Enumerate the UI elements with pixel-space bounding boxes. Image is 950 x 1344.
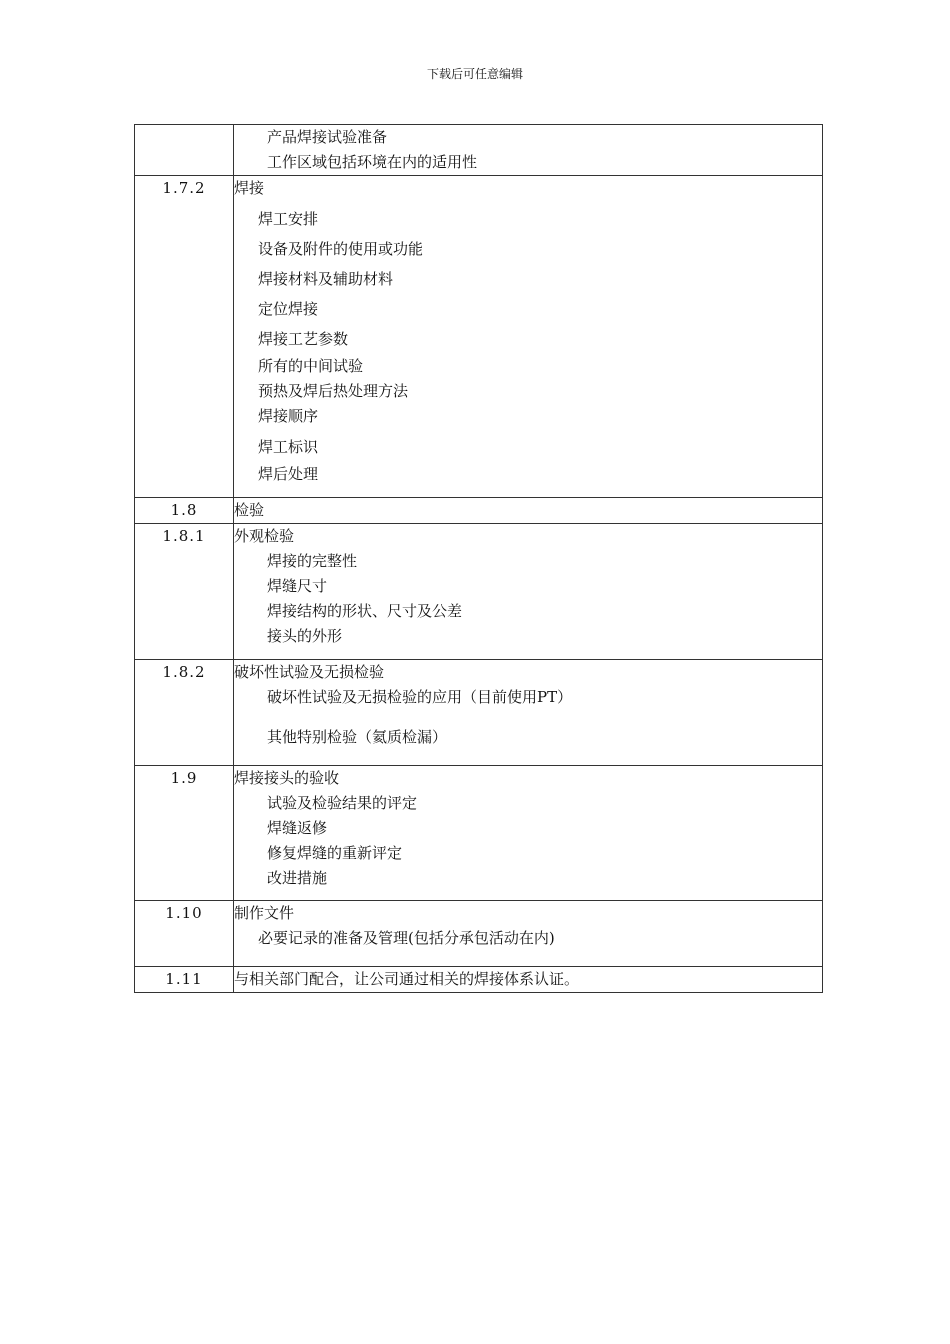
section-content bbox=[234, 176, 823, 498]
section-content bbox=[234, 125, 823, 176]
document-table bbox=[134, 124, 823, 993]
table-row bbox=[135, 967, 823, 993]
table-row bbox=[135, 524, 823, 660]
section-content bbox=[234, 524, 823, 660]
list-item: 产品焊接试验准备 bbox=[267, 128, 388, 146]
page-header: 下载后可任意编辑 bbox=[426, 67, 523, 81]
list-item: 改进措施 bbox=[267, 869, 328, 887]
list-item: 试验及检验结果的评定 bbox=[267, 794, 418, 812]
list-item: 焊工安排 bbox=[258, 210, 319, 228]
section-heading: 外观检验 bbox=[234, 527, 295, 545]
section-number: 1.8.2 bbox=[135, 660, 234, 766]
section-number: 1.10 bbox=[135, 901, 234, 967]
section-number: 1.8.1 bbox=[135, 524, 234, 660]
list-item: 焊接工艺参数 bbox=[258, 330, 349, 348]
table-row bbox=[135, 498, 823, 524]
list-item: 焊工标识 bbox=[258, 438, 319, 456]
list-item: 修复焊缝的重新评定 bbox=[267, 844, 403, 862]
section-heading: 制作文件 bbox=[234, 904, 295, 922]
list-item: 焊接结构的形状、尺寸及公差 bbox=[267, 602, 463, 620]
list-item: 焊接顺序 bbox=[258, 407, 319, 425]
list-item: 破坏性试验及无损检验的应用（目前使用PT） bbox=[267, 688, 573, 706]
section-heading: 与相关部门配合，让公司通过相关的焊接体系认证。 bbox=[234, 970, 580, 988]
section-number: 1.8 bbox=[135, 498, 234, 524]
list-item: 预热及焊后热处理方法 bbox=[258, 382, 409, 400]
section-heading: 破坏性试验及无损检验 bbox=[234, 663, 385, 681]
table-row bbox=[135, 660, 823, 766]
list-item: 设备及附件的使用或功能 bbox=[258, 240, 424, 258]
list-item: 接头的外形 bbox=[267, 627, 343, 645]
section-number bbox=[135, 125, 234, 176]
section-content bbox=[234, 967, 823, 993]
list-item: 工作区域包括环境在内的适用性 bbox=[267, 153, 478, 171]
table-row bbox=[135, 766, 823, 901]
list-item: 其他特别检验（氦质检漏） bbox=[267, 728, 448, 746]
table-row bbox=[135, 901, 823, 967]
list-item: 焊接的完整性 bbox=[267, 552, 358, 570]
list-item: 焊缝尺寸 bbox=[267, 577, 328, 595]
section-content bbox=[234, 660, 823, 766]
list-item: 所有的中间试验 bbox=[258, 357, 364, 375]
list-item: 焊后处理 bbox=[258, 465, 319, 483]
section-content bbox=[234, 498, 823, 524]
list-item: 定位焊接 bbox=[258, 300, 319, 318]
section-heading: 检验 bbox=[234, 501, 265, 519]
table-row bbox=[135, 125, 823, 176]
table-row bbox=[135, 176, 823, 498]
section-content bbox=[234, 901, 823, 967]
section-number: 1.9 bbox=[135, 766, 234, 901]
section-heading: 焊接 bbox=[234, 179, 265, 197]
section-heading: 焊接接头的验收 bbox=[234, 769, 340, 787]
list-item: 焊接材料及辅助材料 bbox=[258, 270, 394, 288]
section-number: 1.11 bbox=[135, 967, 234, 993]
list-item: 必要记录的准备及管理(包括分承包活动在内) bbox=[258, 929, 555, 947]
section-number: 1.7.2 bbox=[135, 176, 234, 498]
section-content bbox=[234, 766, 823, 901]
list-item: 焊缝返修 bbox=[267, 819, 328, 837]
